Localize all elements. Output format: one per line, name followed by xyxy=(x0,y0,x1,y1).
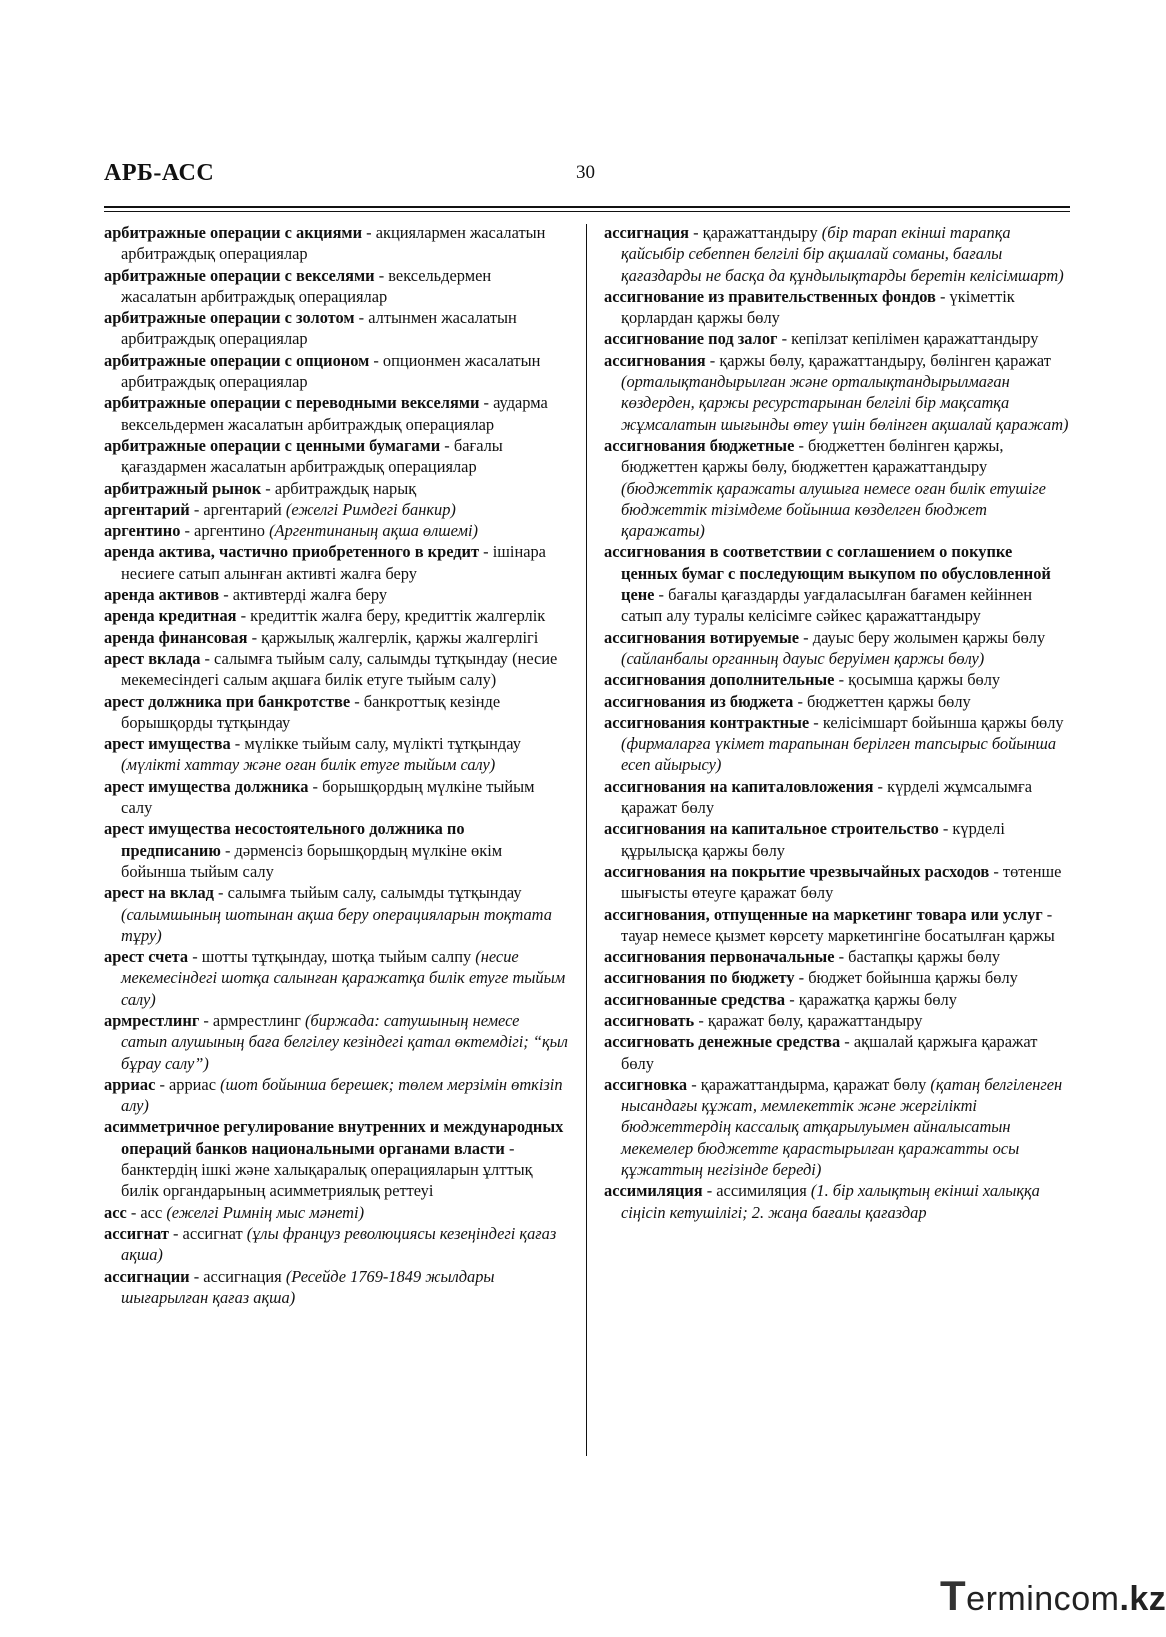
entry-definition: - бюджеттен бөлінген қаржы, бюджеттен қаржы бөлу, бюджеттен қаражаттандыру xyxy=(621,435,1004,477)
entry-term: аренда актива, частично приобретенного в кредит xyxy=(104,542,480,562)
dictionary-entry xyxy=(104,818,568,882)
entry-definition: - алтынмен жасалатын арбитраждық операциялар xyxy=(121,308,517,349)
entry-definition: - бағалы қағаздармен жасалатын арбитраждық операциялар xyxy=(121,435,503,477)
entry-term: ассигновка xyxy=(604,1074,688,1094)
entry-term: ассигнования по бюджету xyxy=(604,968,795,988)
dictionary-entry xyxy=(104,733,568,776)
entry-term: ассигнация xyxy=(604,223,690,242)
dictionary-entry xyxy=(104,1074,568,1117)
entry-term: асимметричное регулирование внутренних и международных операций банков национальными органами власти xyxy=(104,1117,564,1158)
entry-definition: - күрделі құрылысқа қаржы бөлу xyxy=(621,819,1005,860)
entry-term: аренда финансовая xyxy=(104,627,248,647)
entry-term: арбитражные операции с опционом xyxy=(104,350,370,370)
entry-term: ассигнования из бюджета xyxy=(604,691,794,711)
entry-term: аргентино xyxy=(104,521,181,541)
entry-term: арбитражные операции с векселями xyxy=(104,265,375,285)
entry-definition: - күрделі жұмсалымға қаражат бөлу xyxy=(621,776,1033,818)
entry-note: (Ресейде 1769-1849 жылдары шығарылған қағаз ақша) xyxy=(121,1266,495,1307)
terminkom-logo: Termincom.kz xyxy=(940,1572,1166,1619)
entry-definition: - шотты тұтқындау, шотқа тыйым салпу xyxy=(188,947,476,967)
dictionary-entry xyxy=(604,627,1070,670)
dictionary-entry xyxy=(604,904,1070,947)
entry-definition: - банктердің ішкі және халықаралық операцияларын ұлттық билік органдарының асимметриялық реттеуі xyxy=(121,1138,533,1201)
dictionary-entry xyxy=(104,946,568,1010)
entry-term: арбитражные операции с ценными бумагами xyxy=(104,435,441,455)
entry-term: ассигнования на капитальное строительство xyxy=(604,819,939,839)
dictionary-entry xyxy=(104,1116,568,1201)
dictionary-entry xyxy=(104,392,568,435)
entry-definition: - аударма вексельдермен жасалатын арбитраждық операциялар xyxy=(121,393,548,434)
left-column xyxy=(104,222,568,1308)
entry-term: ассигнования xyxy=(604,350,706,370)
entry-note: (биржада: сатушының немесе сатып алушының баға белгілеу кезіндегі қатал өктемдігі; “қыл бұрау салу”) xyxy=(121,1010,568,1073)
entry-term: ассигнования дополнительные xyxy=(604,670,835,690)
dictionary-entry xyxy=(604,669,1070,690)
entry-term: ассигнования контрактные xyxy=(604,712,810,732)
entry-term: арест имущества должника xyxy=(104,776,309,796)
entry-definition: - бюджет бойынша қаржы бөлу xyxy=(794,968,1018,988)
dictionary-entry xyxy=(104,1010,568,1074)
dictionary-entry xyxy=(104,1223,568,1266)
entry-note: (сайланбалы органның дауыс беруімен қаржы бөлу) xyxy=(621,648,985,668)
entry-definition: - аргентино xyxy=(180,521,270,541)
entry-term: арбитражные операции с акциями xyxy=(104,223,363,242)
entry-definition: - дауыс беру жолымен қаржы бөлу xyxy=(799,627,1046,647)
entry-definition: - қаражаттандырма, қаражат бөлу xyxy=(687,1074,931,1094)
dictionary-entry xyxy=(604,435,1070,541)
dictionary-entry xyxy=(604,712,1070,776)
dictionary-entry xyxy=(104,584,568,605)
dictionary-entry xyxy=(104,520,568,541)
entry-definition: - борышқордың мүлкіне тыйым салу xyxy=(121,776,535,818)
entry-term: арест должника при банкротстве xyxy=(104,691,351,711)
dictionary-entry xyxy=(104,776,568,819)
entry-term: аргентарий xyxy=(104,499,190,519)
dictionary-entry xyxy=(104,499,568,520)
entry-definition: - арбитраждық нарық xyxy=(261,478,417,498)
dictionary-entry xyxy=(104,691,568,734)
entry-note: (қатаң белгіленген нысандағы құжат, мемлекеттік және жергілікті бюджеттердің кассалық атқарылуымен айналысатын мекемелер бюджетте қарастырылған қаражатты осы құжаттың негізінде береді) xyxy=(621,1074,1063,1180)
entry-definition: - үкіметтік қорлардан қаржы бөлу xyxy=(621,286,1015,328)
entry-term: арбитражные операции с золотом xyxy=(104,308,355,328)
dictionary-entry xyxy=(604,691,1070,712)
entry-term: ассигнования на капиталовложения xyxy=(604,776,874,796)
entry-term: арриас xyxy=(104,1074,156,1094)
dictionary-entry xyxy=(104,222,568,265)
entry-term: ассигнат xyxy=(104,1223,169,1243)
entry-term: ассимиляция xyxy=(604,1181,703,1201)
entry-note: (фирмаларға үкімет тарапынан берілген тапсырыс бойынша есеп айырысу) xyxy=(621,734,1057,775)
dictionary-entry xyxy=(104,605,568,626)
page-number: 30 xyxy=(576,162,595,183)
entry-note: (бір тарап екінші тарапқа қайсыбір себеппен белгілі бір ақшалай соманы, бағалы қағаздарды не басқа да құндылықтарды беретін келісімшарт) xyxy=(621,223,1064,285)
entry-definition: - вексельдермен жасалатын арбитраждық операциялар xyxy=(121,265,492,306)
dictionary-entry xyxy=(104,265,568,308)
dictionary-entry xyxy=(104,541,568,584)
entry-term: аренда активов xyxy=(104,585,220,605)
entry-definition: - салымға тыйым салу, салымды тұтқындау xyxy=(213,883,522,903)
entry-term: ассигнования первоначальные xyxy=(604,947,835,967)
entry-definition: - бюджеттен қаржы бөлу xyxy=(793,691,971,711)
entry-term: ассигнованные средства xyxy=(604,989,786,1009)
entry-definition: - келісімшарт бойынша қаржы бөлу xyxy=(809,712,1064,732)
entry-definition: - қаржылық жалгерлік, қаржы жалгерлігі xyxy=(247,627,539,647)
entry-definition: - активтерді жалға беру xyxy=(219,585,388,605)
entry-definition: - опционмен жасалатын арбитраждық операциялар xyxy=(121,350,541,392)
entry-note: (несие мекемесіндегі шотқа салынған қаражатқа билік етуге тыйым салу) xyxy=(121,947,566,1009)
dictionary-entry xyxy=(604,328,1070,349)
entry-definition: - аргентарий xyxy=(189,499,286,519)
entry-note: (Аргентинаның ақша өлшемі) xyxy=(269,521,478,541)
entry-definition: - асс xyxy=(126,1202,167,1222)
entry-definition: - тауар немесе қызмет көрсету маркетингіне босатылған қаржы xyxy=(621,904,1055,945)
entry-term: ассигнования вотируемые xyxy=(604,627,800,647)
entry-term: арест на вклад xyxy=(104,883,214,903)
entry-definition: - дәрменсіз борышқордың мүлкіне өкім бойынша тыйым салу xyxy=(121,840,503,881)
entry-definition: - ассигнация xyxy=(189,1266,286,1286)
dictionary-entry xyxy=(604,1031,1070,1074)
entry-term: ассигновать денежные средства xyxy=(604,1032,841,1052)
dictionary-entry xyxy=(104,435,568,478)
entry-term: арбитражные операции с переводными векселями xyxy=(104,393,480,413)
entry-definition: - кепілзат кепілімен қаражаттандыру xyxy=(777,329,1039,349)
entry-term: арбитражный рынок xyxy=(104,478,262,498)
dictionary-entry xyxy=(604,1010,1070,1031)
entry-definition: - қаражаттандыру xyxy=(689,223,822,242)
entry-definition: - қаражат бөлу, қаражаттандыру xyxy=(694,1010,923,1030)
entry-definition: - мүлікке тыйым салу, мүлікті тұтқындау xyxy=(230,734,521,754)
entry-definition: - банкроттық кезінде борышқорды тұтқындау xyxy=(121,691,501,732)
entry-definition: - армрестлинг xyxy=(199,1010,305,1030)
entry-term: ассигновать xyxy=(604,1010,695,1030)
entry-note: (шот бойынша берешек; төлем мерзімін өткізіп алу) xyxy=(121,1074,563,1116)
entry-term: ассигнования в соответствии с соглашением о покупке ценных бумаг с последующим выкупом по обусловленной цене xyxy=(604,542,1051,605)
entry-definition: - кредиттік жалға беру, кредиттік жалгерлік xyxy=(236,606,546,626)
entry-term: ассигнации xyxy=(104,1266,190,1286)
entry-term: арест имущества несостоятельного должника по предписанию xyxy=(104,819,465,860)
entry-term: ассигнования, отпущенные на маркетинг товара или услуг xyxy=(604,904,1043,924)
dictionary-entry xyxy=(104,648,568,691)
dictionary-entry xyxy=(104,627,568,648)
entry-definition: - акциялармен жасалатын арбитраждық операциялар xyxy=(121,223,546,264)
running-header: АРБ-АСС xyxy=(104,160,215,186)
dictionary-entry xyxy=(604,1180,1070,1223)
entry-term: аренда кредитная xyxy=(104,606,237,626)
entry-definition: - бағалы қағаздарды уағдаласылған бағамен кейіннен сатып алу туралы келісімге сәйкес қаражаттандыру xyxy=(621,585,1033,626)
dictionary-entry xyxy=(604,776,1070,819)
dictionary-entry xyxy=(604,989,1070,1010)
dictionary-entry xyxy=(104,307,568,350)
entry-term: арест вклада xyxy=(104,648,201,668)
entry-note: (бюджеттік қаражаты алушыға немесе оған билік етушіге бюджеттік тізімдеме бойынша көзделген бюджет қаражаты) xyxy=(621,478,1046,541)
entry-term: асс xyxy=(104,1202,127,1222)
entry-note: (1. бір халықтың екінші халыққа сіңісіп кетушілігі; 2. жаңа бағалы қағаздар xyxy=(621,1181,1040,1222)
header-rule-thick xyxy=(104,206,1070,208)
entry-definition: - ассимиляция xyxy=(702,1181,811,1201)
entry-definition: - қосымша қаржы бөлу xyxy=(834,670,1001,690)
entry-term: арест имущества xyxy=(104,734,231,754)
entry-definition: - ассигнат xyxy=(168,1223,247,1243)
entry-term: ассигнование из правительственных фондов xyxy=(604,286,936,306)
dictionary-entry xyxy=(104,1266,568,1309)
entry-note: (ежелгі Римнің мыс мәнеті) xyxy=(166,1202,365,1222)
dictionary-entry xyxy=(104,478,568,499)
dictionary-entry xyxy=(604,222,1070,286)
entry-definition: - қаржы бөлу, қаражаттандыру, бөлінген қаражат xyxy=(705,350,1051,370)
dictionary-entry xyxy=(104,882,568,946)
entry-definition: - бастапқы қаржы бөлу xyxy=(834,947,1001,967)
entry-term: арест счета xyxy=(104,947,189,967)
header-rule-thin xyxy=(104,211,1070,212)
entry-definition: - арриас xyxy=(155,1074,221,1094)
dictionary-entry xyxy=(604,286,1070,329)
entry-note: (салымшының шотынан ақша беру операцияларын тоқтата тұру) xyxy=(121,904,552,945)
dictionary-entry xyxy=(604,946,1070,967)
dictionary-entry xyxy=(104,350,568,393)
entry-note: (ежелгі Римдегі банкир) xyxy=(285,499,456,519)
entry-definition: - төтенше шығысты өтеуге қаражат бөлу xyxy=(621,861,1062,903)
entry-definition: - ішінара несиеге сатып алынған активті жалға беру xyxy=(121,542,546,583)
entry-term: ассигнования на покрытие чрезвычайных расходов xyxy=(604,861,990,881)
dictionary-entry xyxy=(604,861,1070,904)
dictionary-entry xyxy=(604,541,1070,626)
entry-definition: - ақшалай қаржыға қаражат бөлу xyxy=(621,1032,1038,1073)
entry-term: армрестлинг xyxy=(104,1010,200,1030)
entry-definition: - салымға тыйым салу, салымды тұтқындау (несие мекемесіндегі салым ақшаға билік етуге тыйым салу) xyxy=(121,648,558,690)
dictionary-entry xyxy=(604,350,1070,435)
entry-term: ассигнование под залог xyxy=(604,329,778,349)
column-divider xyxy=(586,224,587,1456)
right-column xyxy=(604,222,1070,1223)
entry-note: (мүлікті хаттау және оған билік етуге тыйым салу) xyxy=(121,755,496,775)
entry-note: (орталықтандырылған және орталықтандырылмаған көздерден, қаржы ресурстарынан белгілі бір мақсатқа жұмсалатын шығынды өтеу үшін бөлінген ақшалай қаражат) xyxy=(621,372,1069,434)
entry-note: (ұлы француз революциясы кезеңіндегі қағаз ақша) xyxy=(121,1223,557,1265)
dictionary-entry xyxy=(604,818,1070,861)
dictionary-entry xyxy=(604,1074,1070,1180)
dictionary-entry xyxy=(604,967,1070,988)
dictionary-entry xyxy=(104,1202,568,1223)
entry-definition: - қаражатқа қаржы бөлу xyxy=(785,989,957,1009)
entry-term: ассигнования бюджетные xyxy=(604,435,795,455)
